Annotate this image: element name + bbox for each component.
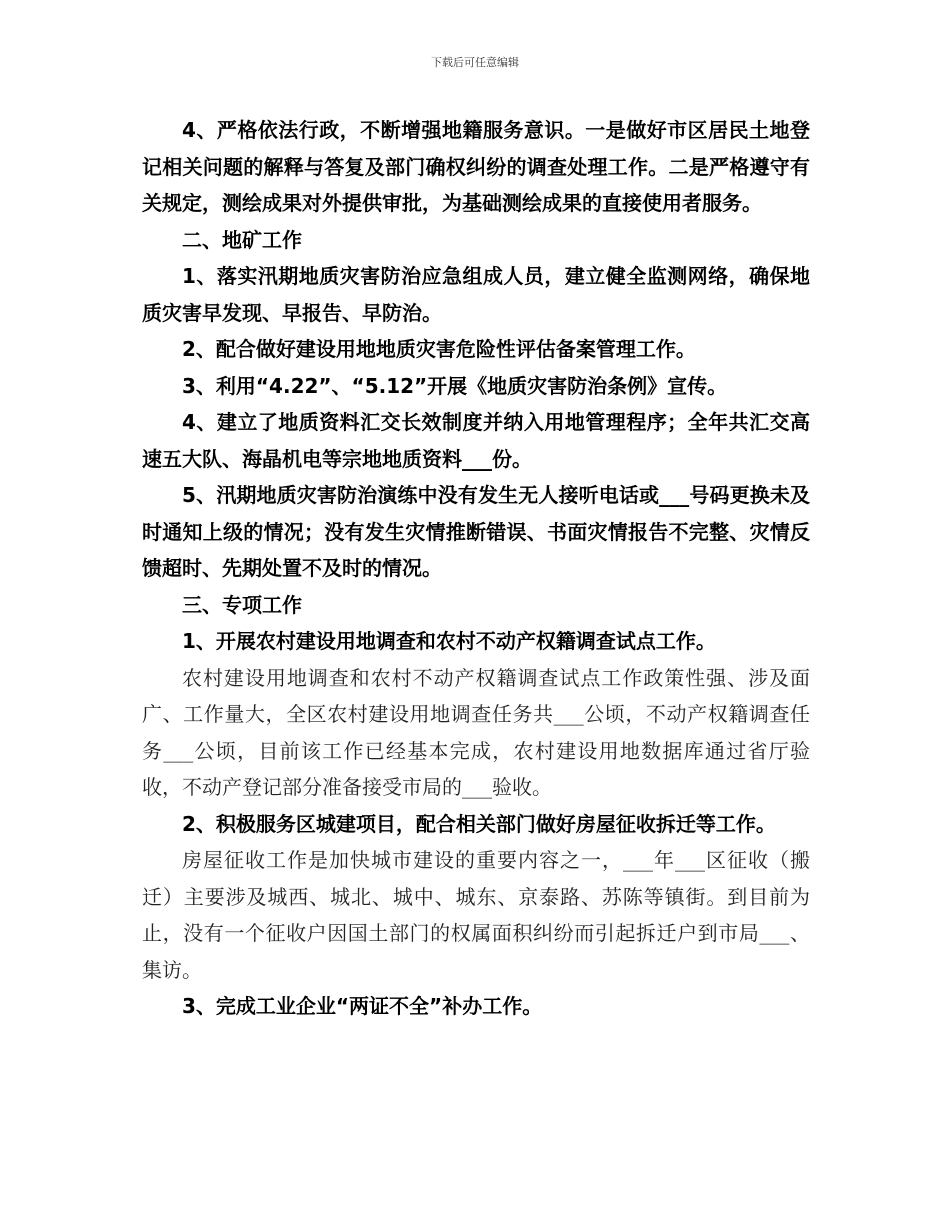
- section-heading-special-work: 三、专项工作: [182, 592, 302, 617]
- paragraph-risk-assessment: 2、配合做好建设用地地质灾害危险性评估备案管理工作。: [182, 337, 696, 361]
- item-heading-industrial-certificates: 3、完成工业企业“两证不全”补办工作。: [182, 994, 543, 1018]
- paragraph-geological-data: 4、建立了地质资料汇交长效制度并纳入用地管理程序；全年共汇交高速五大队、海晶机电等宗地地质资料___份。: [142, 410, 810, 471]
- page-header: 下载后可任意编辑: [431, 56, 519, 69]
- item-heading-rural-survey: 1、开展农村建设用地调查和农村不动产权籍调查试点工作。: [182, 629, 716, 653]
- paragraph-rural-survey-detail: 农村建设用地调查和农村不动产权籍调查试点工作政策性强、涉及面广、工作量大，全区农村建设用地调查任务共___公顷，不动产权籍调查任务___公顷，目前该工作已经基本完成，农村建设用地数据库通过省厅验收，不动产登记部分准备接受市局的___验收。: [142, 665, 810, 799]
- paragraph-publicity: 3、利用“4.22”、“5.12”开展《地质灾害防治条例》宣传。: [182, 373, 728, 398]
- paragraph-flood-emergency: 1、落实汛期地质灾害防治应急组成人员，建立健全监测网络，确保地质灾害早发现、早报告、早防治。: [142, 264, 810, 325]
- document-body: [142, 112, 810, 1025]
- paragraph-house-expropriation: 房屋征收工作是加快城市建设的重要内容之一，___年___区征收（搬迁）主要涉及城西、城北、城中、城东、京泰路、苏陈等镇街。到目前为止，没有一个征收户因国土部门的权属面积纠纷而引起拆迁户到市局___、集访。: [142, 848, 810, 982]
- section-heading-geology-mining: 二、地矿工作: [182, 227, 302, 252]
- paragraph-cadastral-service: 4、严格依法行政，不断增强地籍服务意识。一是做好市区居民土地登记相关问题的解释与答复及部门确权纠纷的调查处理工作。二是严格遵守有关规定，测绘成果对外提供审批，为基础测绘成果的直接使用者服务。: [142, 118, 810, 215]
- paragraph-drill: 5、汛期地质灾害防治演练中没有发生无人接听电话或___号码更换未及时通知上级的情况；没有发生灾情推断错误、书面灾情报告不完整、灾情反馈超时、先期处置不及时的情况。: [142, 483, 810, 580]
- item-heading-urban-construction: 2、积极服务区城建项目，配合相关部门做好房屋征收拆迁等工作。: [182, 811, 776, 836]
